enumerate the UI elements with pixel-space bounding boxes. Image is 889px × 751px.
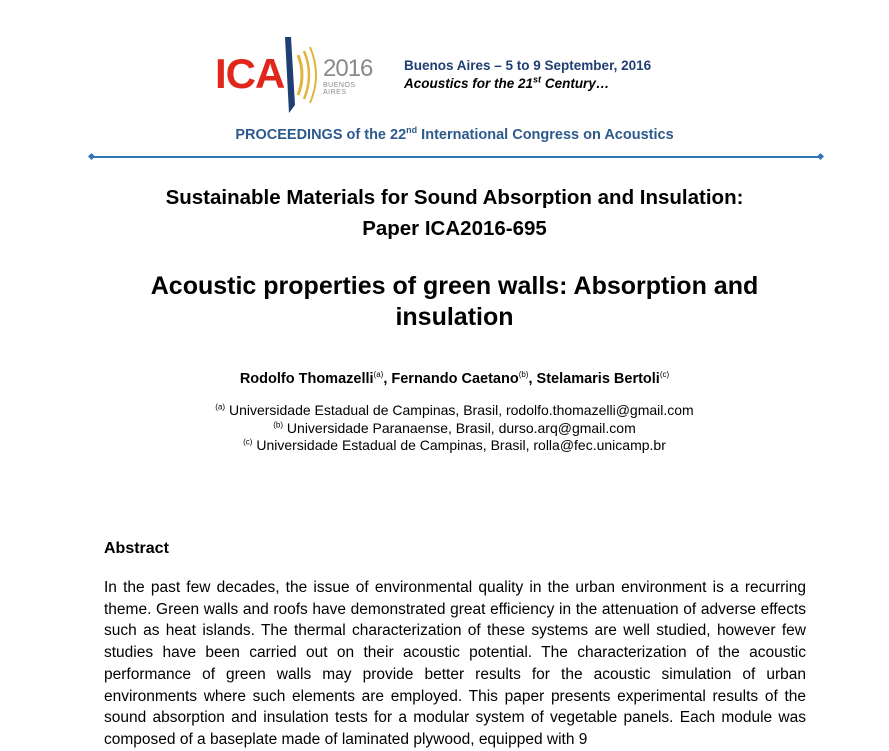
- author-name: Stelamaris Bertoli: [536, 371, 660, 387]
- logo-city-text: BUENOS AIRES: [323, 82, 356, 96]
- session-title: [0, 182, 889, 244]
- author-mark: (c): [659, 370, 670, 380]
- author-name: Rodolfo Thomazelli: [239, 371, 374, 387]
- affiliation-b: $^{(b)}$ Universidade Paranaense, Brasil, durso.arq@gmail.com: [273, 420, 636, 436]
- paper-title-line2: insulation: [395, 303, 514, 331]
- ica2016-logo: [215, 35, 375, 115]
- conference-motto: Acoustics for the 21st Century…: [404, 74, 610, 91]
- logo-year-text: 2016: [323, 55, 373, 82]
- divider-right-diamond-icon: [817, 153, 824, 160]
- session-title-line1: Sustainable Materials for Sound Absorption and Insulation:: [165, 186, 744, 209]
- logo-ica-text: ICA: [215, 50, 285, 97]
- logo-sound-wave-icon: [275, 35, 325, 115]
- affiliation-a: $^{(a)}$ Universidade Estadual de Campinas, Brasil, rodolfo.thomazelli@gmail.com: [215, 402, 694, 418]
- session-title-line2: Paper ICA2016-695: [362, 217, 547, 240]
- abstract-body: In the past few decades, the issue of environmental quality in the urban environment is a recurring theme. Green walls and roofs have demonstrated great efficiency in the attenuation of adverse effects such as heat islands. The thermal characterization of these systems are well studied, however few studies have been carried out on their acoustic potential. The characterization of the acoustic performance of green walls may provide better results for the acoustic simulation of urban environments where such elements are employed. This paper presents experimental results of the sound absorption and insulation tests for a modular system of vegetable panels. Each module was composed of a baseplate made of laminated plywood, equipped with 9: [104, 579, 806, 748]
- author-name: Fernando Caetano: [391, 371, 519, 387]
- proceedings-line: PROCEEDINGS of the 22nd International Congress on Acoustics: [235, 125, 674, 143]
- paper-title-line1: Acoustic properties of green walls: Absorption and: [150, 272, 759, 300]
- author-list: Rodolfo Thomazelli$^{(a)}$, Fernando Caetano$^{(b)}$, Stelamaris Bertoli$^{(c)}$: [239, 370, 670, 387]
- divider-left-diamond-icon: [88, 153, 95, 160]
- affiliation-c: $^{(c)}$ Universidade Estadual de Campinas, Brasil, rolla@fec.unicamp.br: [243, 437, 666, 453]
- header-divider: [92, 156, 820, 158]
- author-mark: (b): [518, 370, 529, 380]
- paper-title: [0, 271, 889, 333]
- author-mark: (a): [373, 370, 384, 380]
- abstract-heading: Abstract: [104, 540, 169, 557]
- conference-place-dates: Buenos Aires – 5 to 9 September, 2016: [404, 58, 652, 73]
